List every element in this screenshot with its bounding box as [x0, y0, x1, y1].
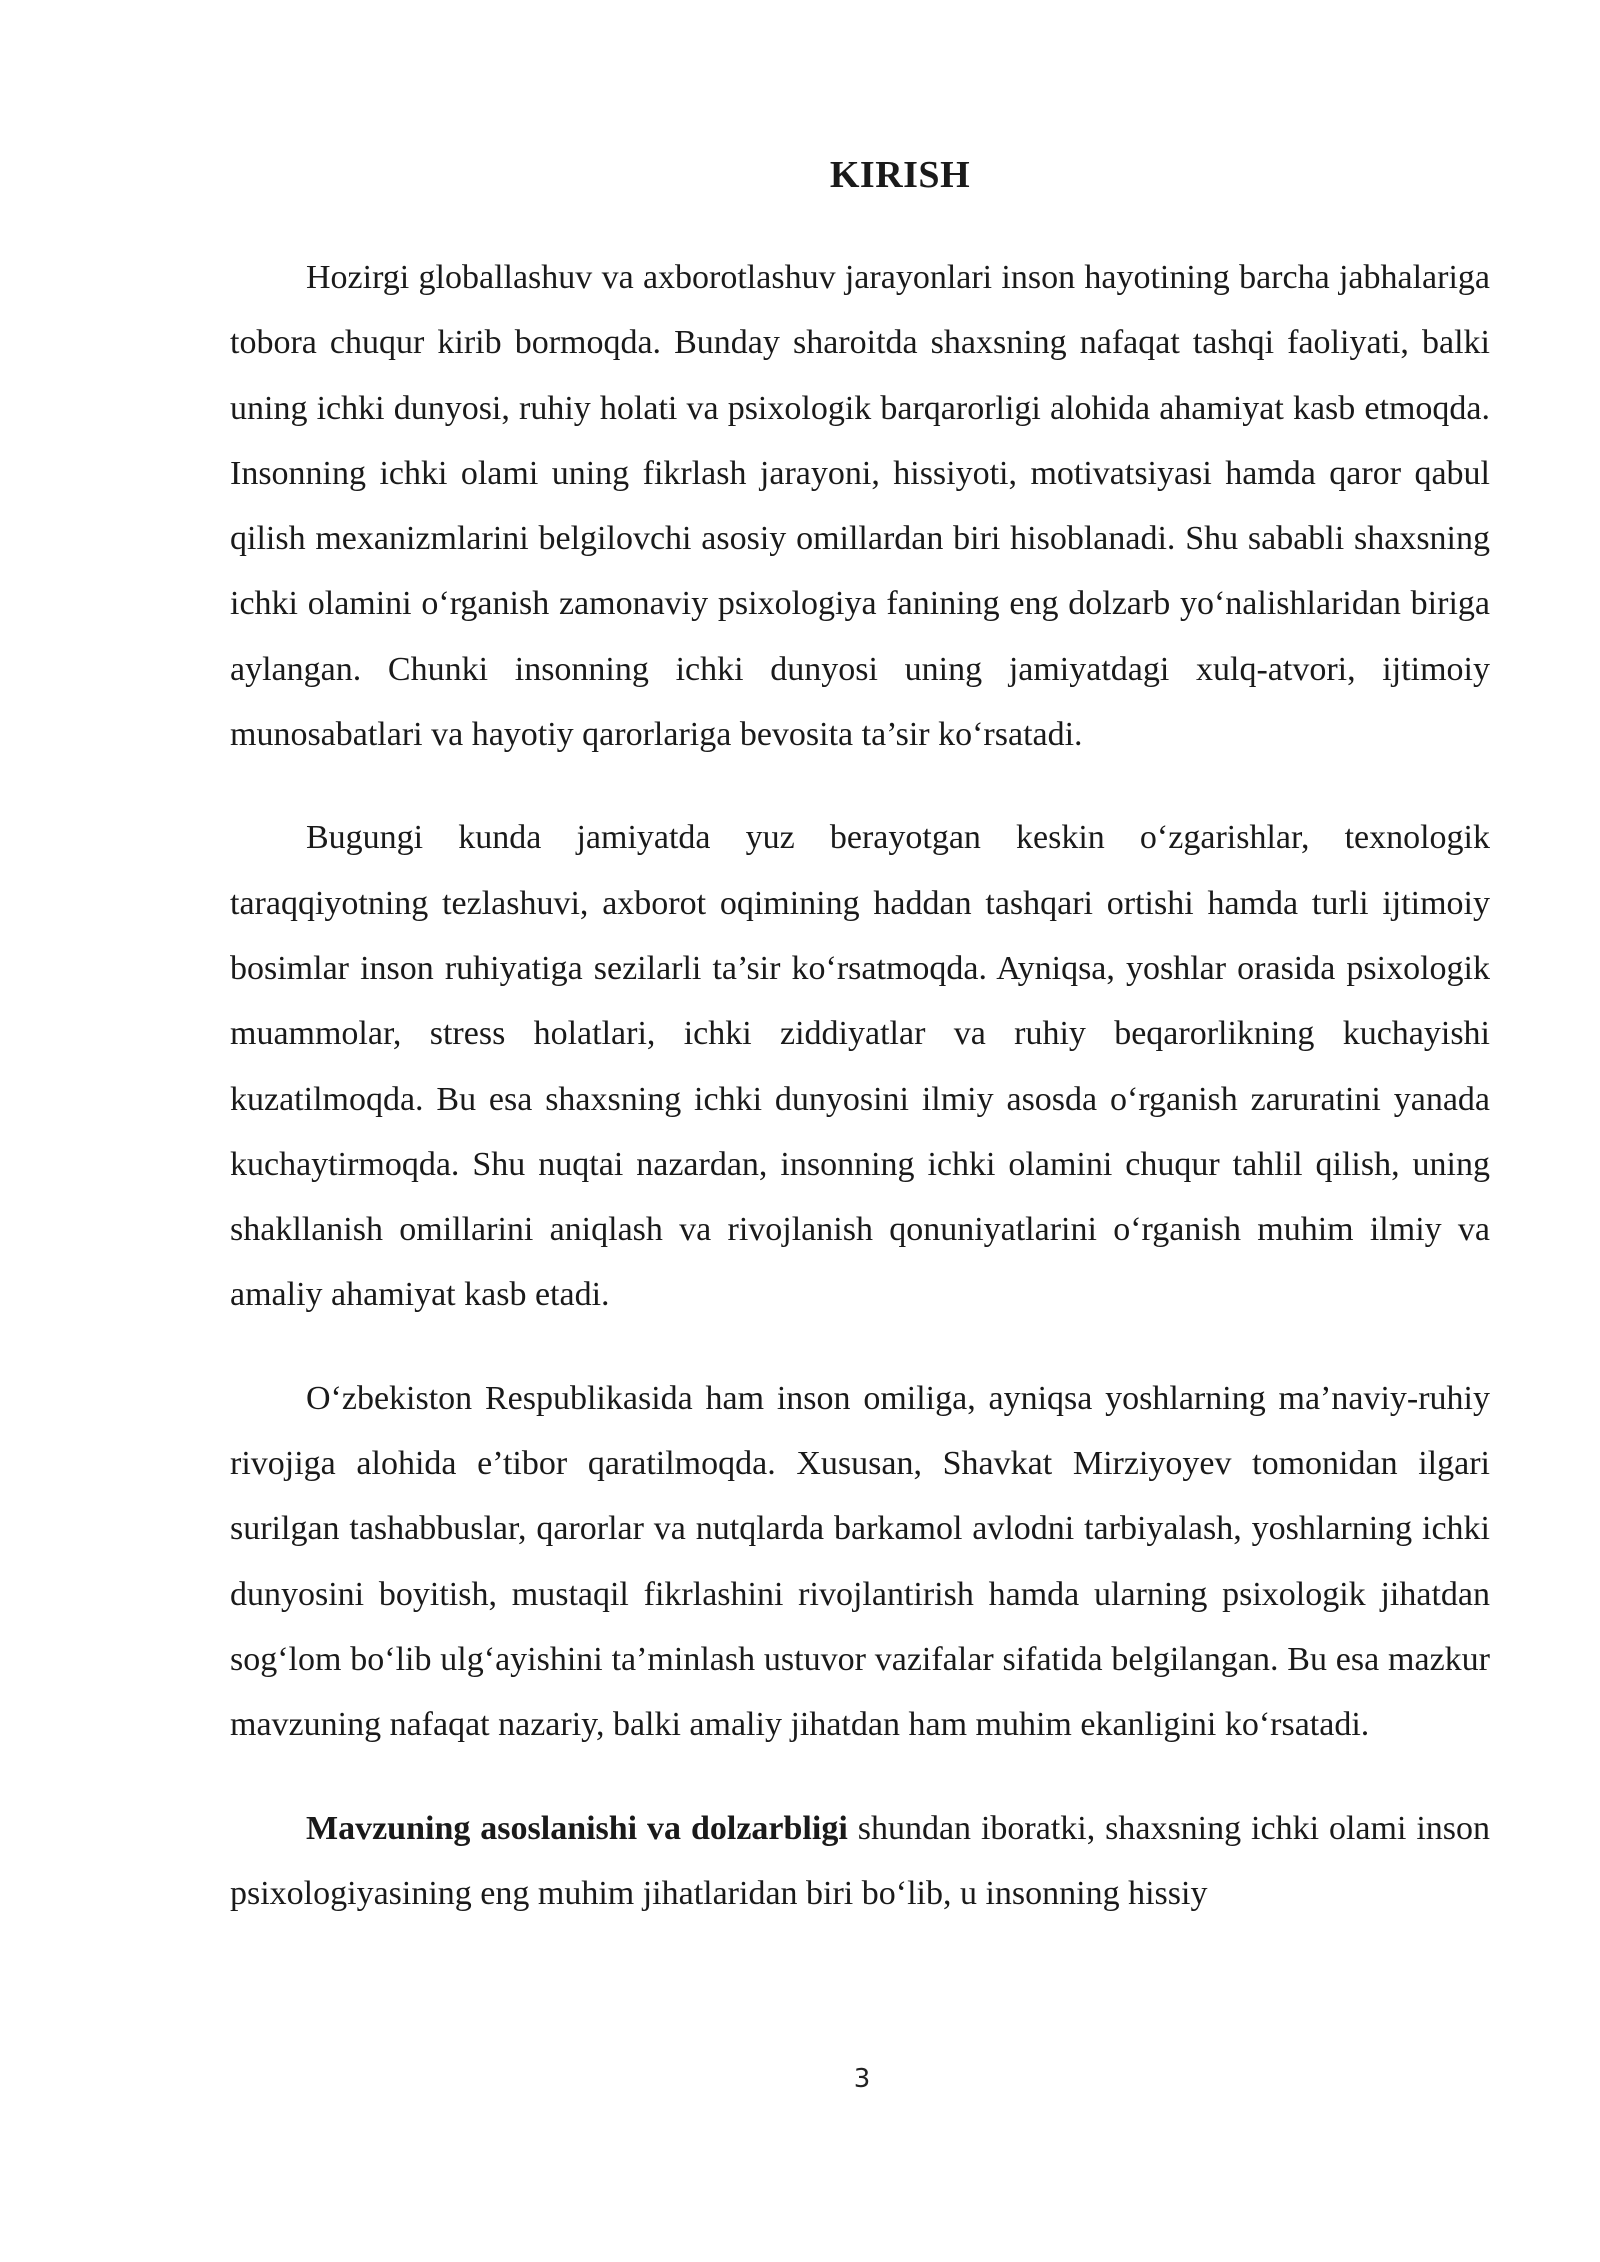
- paragraph-4: [230, 1796, 1490, 1927]
- paragraph-3: O‘zbekiston Respublikasida ham inson omiliga, ayniqsa yoshlarning ma’naviy-ruhiy rivojiga alohida e’tibor qaratilmoqda. Xususan, Shavkat Mirziyoyev tomonidan ilgari surilgan tashabbuslar, qarorlar va nutqlarda barkamol avlodni tarbiyalash, yoshlarning ichki dunyosini boyitish, mustaqil fikrlashini rivojlantirish hamda ularning psixologik jihatdan sog‘lom bo‘lib ulg‘ayishini ta’minlash ustuvor vazifalar sifatida belgilangan. Bu esa mazkur mavzuning nafaqat nazariy, balki amaliy jihatdan ham muhim ekanligini ko‘rsatadi.: [230, 1379, 1490, 1744]
- paragraph-2: Bugungi kunda jamiyatda yuz berayotgan keskin o‘zgarishlar, texnologik taraqqiyotning tezlashuvi, axborot oqimining haddan tashqari ortishi hamda turli ijtimoiy bosimlar inson ruhiyatiga sezilarli ta’sir ko‘rsatmoqda. Ayniqsa, yoshlar orasida psixologik muammolar, stress holatlari, ichki ziddiyatlar va ruhiy beqarorlikning kuchayishi kuzatilmoqda. Bu esa shaxsning ichki dunyosini ilmiy asosda o‘rganish zaruratini yanada kuchaytirmoqda. Shu nuqtai nazardan, insonning ichki olamini chuqur tahlil qilish, uning shakllanish omillarini aniqlash va rivojlanish qonuniyatlarini o‘rganish muhim ilmiy va amaliy ahamiyat kasb etadi.: [230, 819, 1490, 1314]
- paragraph-4-bold-lead: Mavzuning asoslanishi va dolzarbligi: [306, 1809, 848, 1847]
- paragraph-4-text: shundan iboratki, shaxsning ichki olami inson psixologiyasining eng muhim jihatlaridan biri bo‘lib, u insonning hissiy: [230, 1809, 1490, 1912]
- paragraph-1: Hozirgi globallashuv va axborotlashuv jarayonlari inson hayotining barcha jabhalariga tobora chuqur kirib bormoqda. Bunday sharoitda shaxsning nafaqat tashqi faoliyati, balki uning ichki dunyosi, ruhiy holati va psixologik barqarorligi alohida ahamiyat kasb etmoqda. Insonning ichki olami uning fikrlash jarayoni, hissiyoti, motivatsiyasi hamda qaror qabul qilish mexanizmlarini belgilovchi asosiy omillardan biri hisoblanadi. Shu sababli shaxsning ichki olamini o‘rganish zamonaviy psixologiya fanining eng dolzarb yo‘nalishlaridan biriga aylangan. Chunki insonning ichki dunyosi uning jamiyatdagi xulq-atvori, ijtimoiy munosabatlari va hayotiy qarorlariga bevosita ta’sir ko‘rsatadi.: [230, 259, 1490, 754]
- body-text: [230, 245, 1490, 1926]
- page-number: 3: [853, 2064, 871, 2094]
- section-title: KIRISH: [829, 154, 971, 196]
